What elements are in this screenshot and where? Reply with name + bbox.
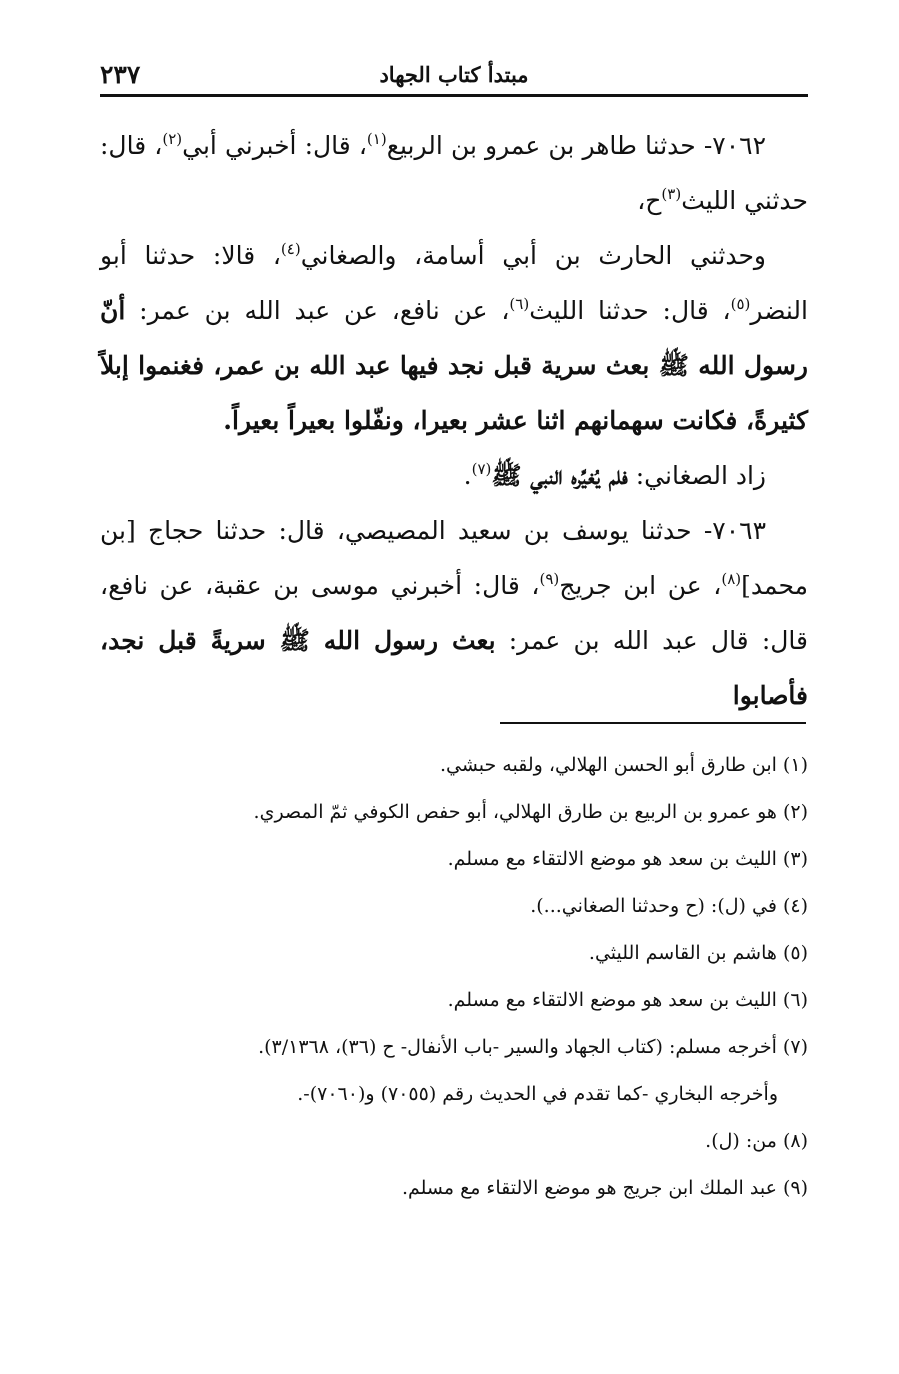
footnote-2: (٢) هو عمرو بن الربيع بن طارق الهلالي، أبو حفص الكوفي ثمّ المصري. (253, 801, 808, 823)
footnote-6: (٦) الليث بن سعد هو موضع الالتقاء مع مسلم. (447, 989, 808, 1011)
text-run: ح، (637, 186, 662, 215)
footnote-7: (٧) أخرجه مسلم: (كتاب الجهاد والسير -باب الأنفال- ح (٣٦)، ٣/١٣٦٨). (258, 1036, 808, 1058)
text-run: ، عن ابن جريج (559, 571, 722, 600)
footnote-8: (٨) من: (ل). (705, 1130, 808, 1152)
chapter-title: مبتدأ كتاب الجهاد (379, 62, 529, 87)
footnote-ref-3[interactable]: (٣) (661, 185, 682, 203)
main-text (100, 118, 808, 723)
text-run: زاد الصغاني: (627, 461, 766, 490)
text-run: ، قال: حدثنا الليث (529, 296, 731, 325)
page-number: ٢٣٧ (100, 60, 141, 89)
footnote-separator (500, 722, 806, 724)
text-run: ، قال: حدثني الليث (100, 131, 808, 215)
text-run: ٧٠٦٢- حدثنا طاهر بن عمرو بن الربيع (386, 131, 767, 160)
hadith-7063 (100, 503, 808, 723)
footnote-ref-6[interactable]: (٦) (509, 295, 530, 313)
hadith-7062 (100, 118, 808, 228)
text-run: ، قال: أخبرني موسى بن عقبة، عن نافع، قال: قال عبد الله بن عمر: (100, 571, 808, 655)
footnote-ref-7[interactable]: (٧) (471, 460, 492, 478)
text-run: ، قالا: حدثنا أبو النضر (100, 241, 808, 325)
footnotes (100, 742, 808, 1212)
text-run: ، عن نافع، عن عبد الله بن عمر: (125, 296, 510, 325)
running-header (100, 58, 808, 92)
footnote-ref-5[interactable]: (٥) (730, 295, 751, 313)
text-run: ٧٠٦٣- حدثنا يوسف بن سعيد المصيصي، قال: حدثنا حجاج [بن محمد] (100, 516, 808, 600)
hadith-matn-bold: أنّ رسول الله ﷺ بعث سرية قبل نجد فيها عبد الله بن عمر، فغنموا إبلاً كثيرةً، فكانت سهمانهم اثنا عشر بعيرا، ونفّلوا بعيراً بعيراً. (100, 296, 808, 435)
hadith-7062-second-chain (100, 228, 808, 448)
header-rule (100, 94, 808, 97)
footnote-ref-4[interactable]: (٤) (280, 240, 301, 258)
saghani-addition (100, 448, 808, 503)
footnote-ref-1[interactable]: (١) (366, 130, 387, 148)
hadith-matn-bold: فلم يُغيِّره النبي ﷺ (491, 461, 628, 490)
footnote-7-continuation: وأخرجه البخاري -كما تقدم في الحديث رقم (٧٠٥٥) و(٧٠٦٠)-. (297, 1083, 778, 1105)
text-run: وحدثني الحارث بن أبي أسامة، والصغاني (300, 241, 766, 270)
text-run: . (463, 461, 472, 490)
footnote-ref-2[interactable]: (٢) (162, 130, 183, 148)
footnote-1: (١) ابن طارق أبو الحسن الهلالي، ولقبه حبشي. (439, 754, 808, 776)
footnote-3: (٣) الليث بن سعد هو موضع الالتقاء مع مسلم. (447, 848, 808, 870)
footnote-5: (٥) هاشم بن القاسم الليثي. (588, 942, 808, 964)
footnote-ref-8[interactable]: (٨) (721, 570, 742, 588)
text-run: ، قال: أخبرني أبي (182, 131, 367, 160)
hadith-matn-bold: بعث رسول الله ﷺ سريةً قبل نجد، فأصابوا (100, 626, 808, 710)
footnote-9: (٩) عبد الملك ابن جريج هو موضع الالتقاء مع مسلم. (401, 1177, 808, 1199)
footnote-ref-9[interactable]: (٩) (539, 570, 560, 588)
footnote-4: (٤) في (ل): (ح وحدثنا الصغاني...). (530, 895, 808, 917)
